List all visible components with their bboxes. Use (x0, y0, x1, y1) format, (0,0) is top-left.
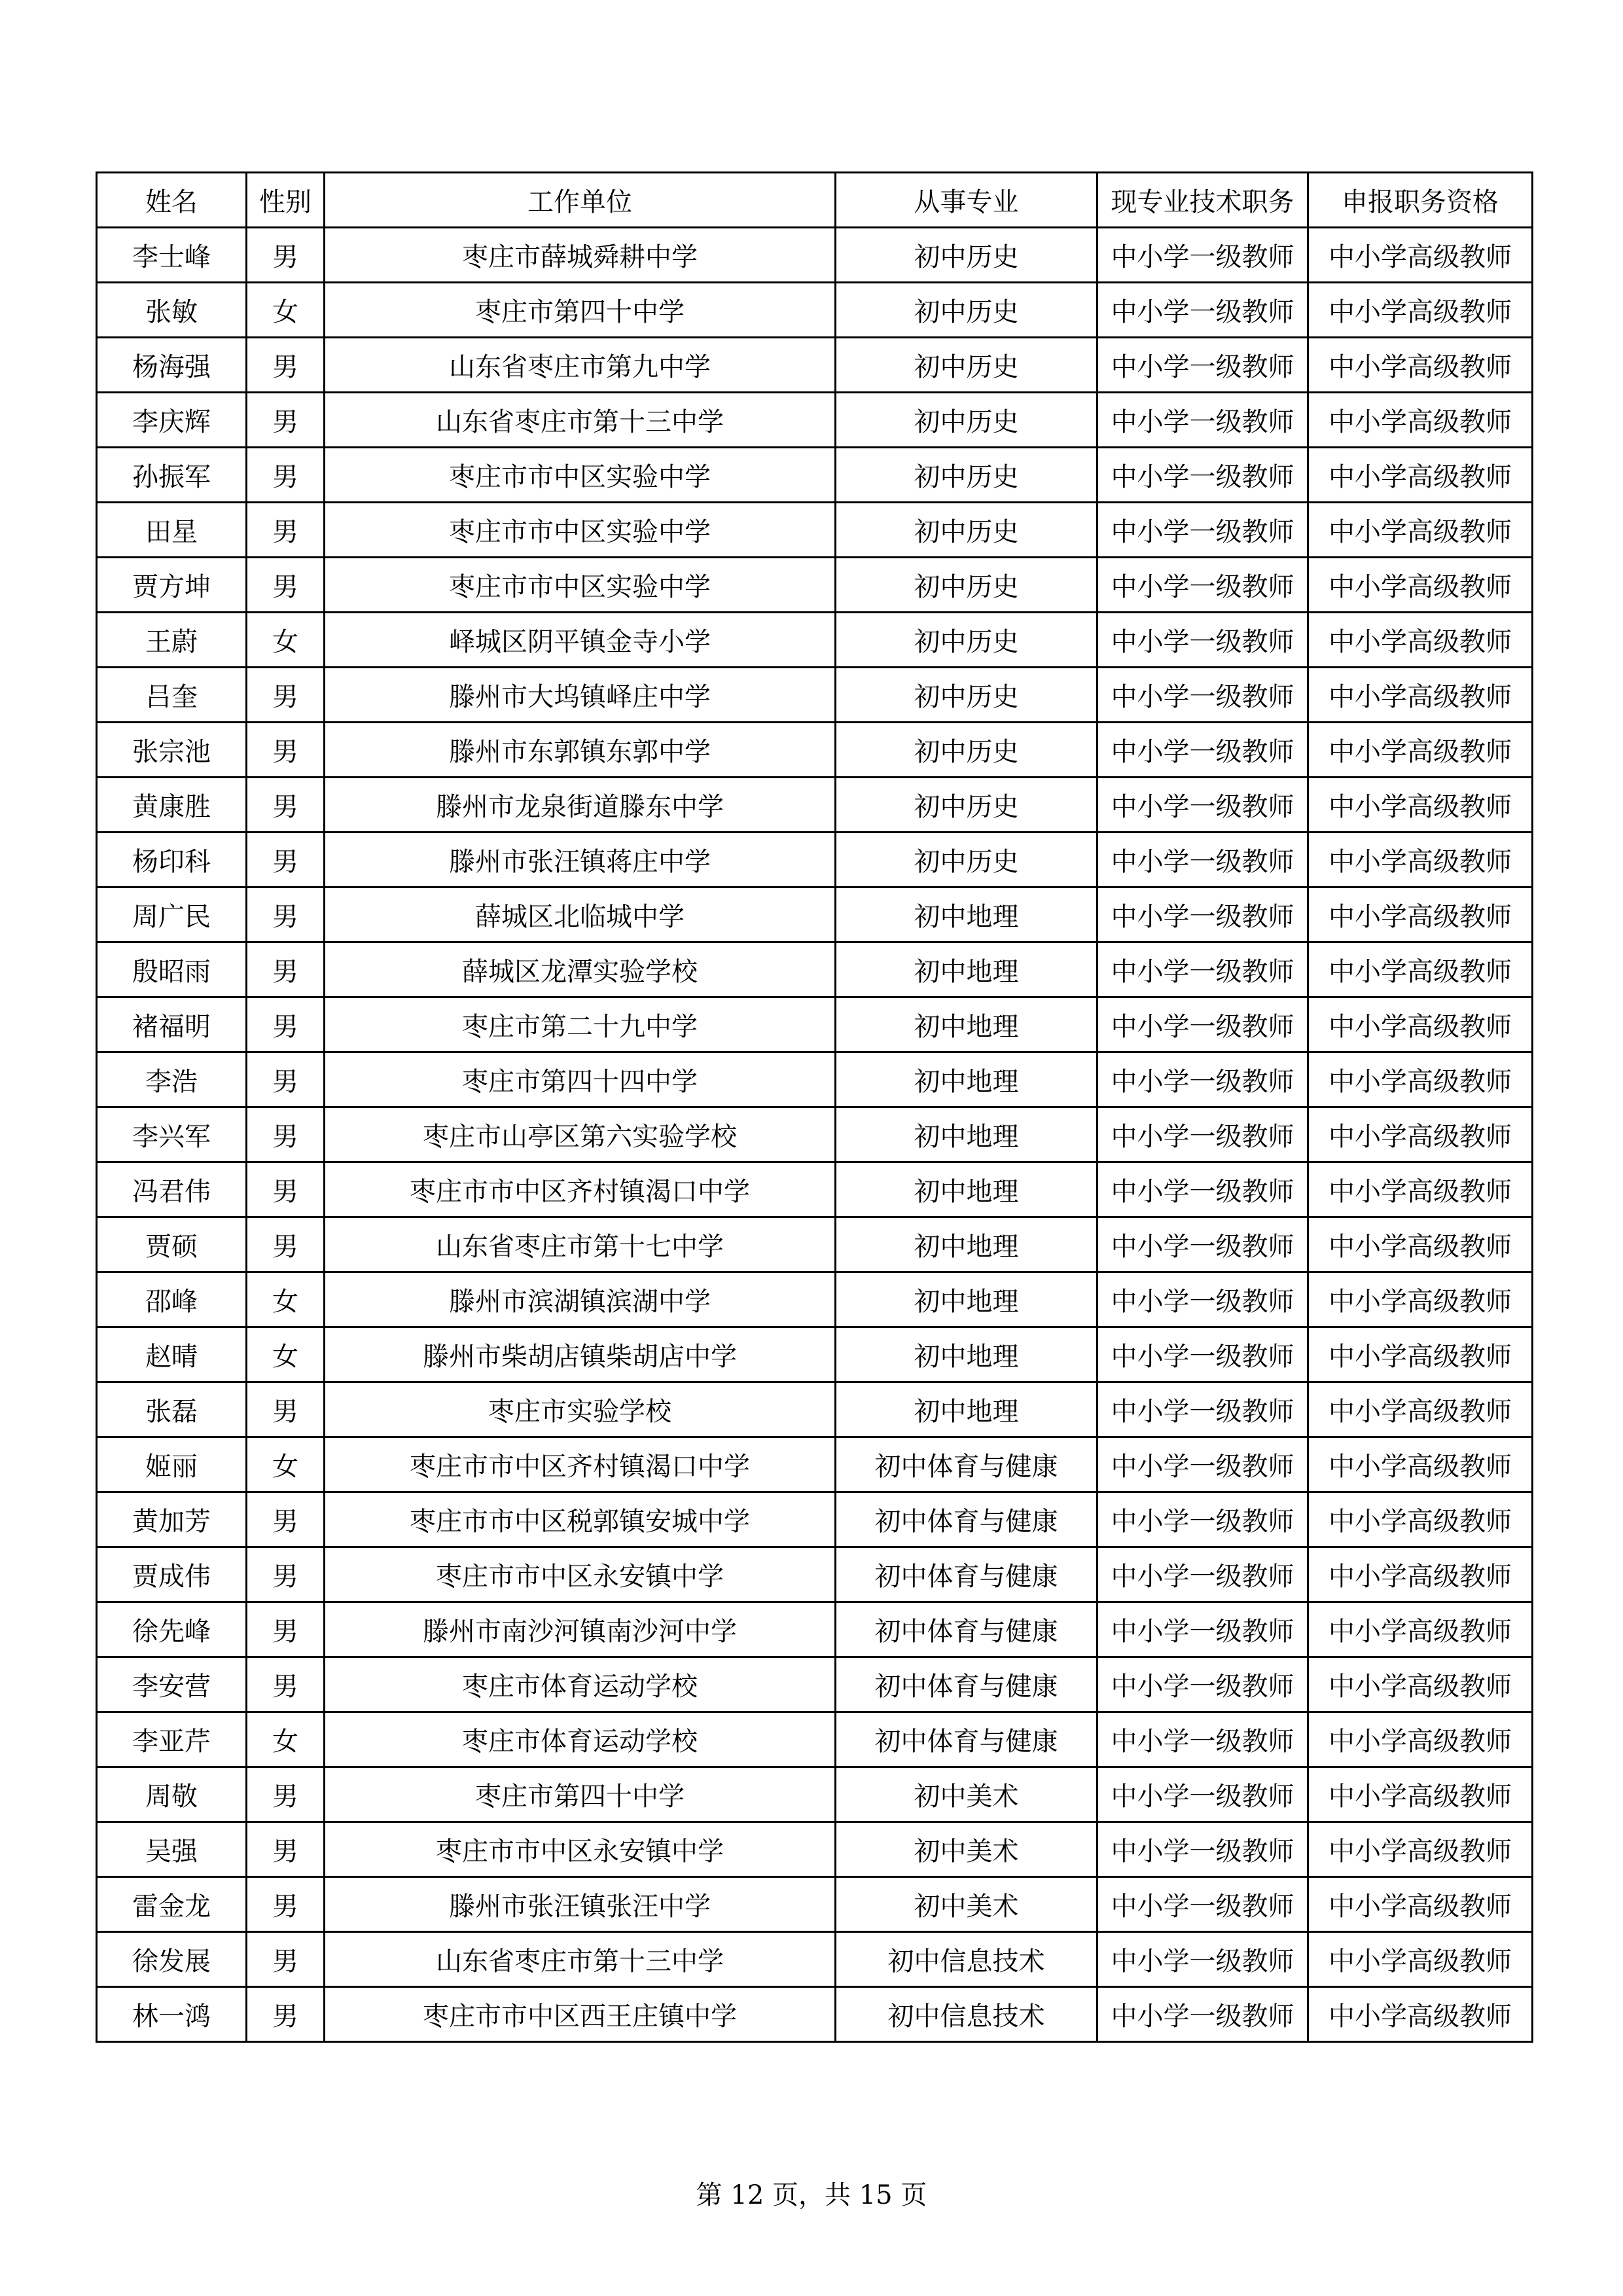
cell-specialty: 初中地理 (836, 1382, 1097, 1437)
table-row (97, 1327, 1533, 1382)
cell-gender: 男 (247, 1877, 325, 1932)
cell-workplace: 枣庄市市中区齐村镇渴口中学 (325, 1437, 836, 1492)
roster-table (96, 171, 1533, 2043)
table-row (97, 558, 1533, 613)
cell-gender: 男 (247, 1767, 325, 1822)
cell-specialty: 初中体育与健康 (836, 1547, 1097, 1602)
table-row (97, 1217, 1533, 1272)
cell-current-title: 中小学一级教师 (1097, 668, 1308, 723)
cell-specialty: 初中信息技术 (836, 1932, 1097, 1987)
cell-gender: 男 (247, 1822, 325, 1877)
cell-specialty: 初中历史 (836, 503, 1097, 558)
cell-gender: 女 (247, 1327, 325, 1382)
cell-workplace: 山东省枣庄市第十三中学 (325, 1932, 836, 1987)
cell-workplace: 枣庄市第四十中学 (325, 1767, 836, 1822)
table-row (97, 723, 1533, 778)
cell-specialty: 初中历史 (836, 558, 1097, 613)
cell-workplace: 枣庄市市中区实验中学 (325, 503, 836, 558)
cell-workplace: 滕州市张汪镇张汪中学 (325, 1877, 836, 1932)
cell-specialty: 初中历史 (836, 283, 1097, 338)
header-gender: 性别 (247, 173, 325, 228)
table-row (97, 997, 1533, 1052)
cell-workplace: 滕州市滨湖镇滨湖中学 (325, 1272, 836, 1327)
table-row (97, 833, 1533, 888)
table-row (97, 503, 1533, 558)
cell-specialty: 初中体育与健康 (836, 1602, 1097, 1657)
cell-current-title: 中小学一级教师 (1097, 448, 1308, 503)
cell-gender: 男 (247, 1217, 325, 1272)
cell-current-title: 中小学一级教师 (1097, 1877, 1308, 1932)
table-row (97, 942, 1533, 997)
header-workplace: 工作单位 (325, 173, 836, 228)
cell-gender: 男 (247, 778, 325, 833)
cell-specialty: 初中历史 (836, 613, 1097, 668)
table-row (97, 338, 1533, 393)
cell-applied-qualification: 中小学高级教师 (1308, 833, 1533, 888)
cell-current-title: 中小学一级教师 (1097, 1327, 1308, 1382)
cell-workplace: 枣庄市市中区永安镇中学 (325, 1822, 836, 1877)
cell-specialty: 初中体育与健康 (836, 1492, 1097, 1547)
cell-specialty: 初中历史 (836, 668, 1097, 723)
cell-name: 张敏 (97, 283, 247, 338)
cell-current-title: 中小学一级教师 (1097, 613, 1308, 668)
cell-gender: 男 (247, 1547, 325, 1602)
cell-gender: 男 (247, 228, 325, 283)
cell-name: 吕奎 (97, 668, 247, 723)
cell-workplace: 枣庄市市中区永安镇中学 (325, 1547, 836, 1602)
cell-specialty: 初中地理 (836, 1052, 1097, 1107)
cell-specialty: 初中历史 (836, 723, 1097, 778)
cell-gender: 女 (247, 1272, 325, 1327)
cell-workplace: 枣庄市市中区齐村镇渴口中学 (325, 1162, 836, 1217)
cell-current-title: 中小学一级教师 (1097, 997, 1308, 1052)
cell-specialty: 初中历史 (836, 448, 1097, 503)
table-row (97, 1492, 1533, 1547)
table-row (97, 1877, 1533, 1932)
cell-applied-qualification: 中小学高级教师 (1308, 997, 1533, 1052)
cell-gender: 男 (247, 942, 325, 997)
cell-name: 褚福明 (97, 997, 247, 1052)
cell-gender: 女 (247, 283, 325, 338)
cell-specialty: 初中历史 (836, 833, 1097, 888)
cell-workplace: 枣庄市市中区实验中学 (325, 558, 836, 613)
cell-gender: 男 (247, 1492, 325, 1547)
cell-gender: 男 (247, 558, 325, 613)
cell-name: 黄加芳 (97, 1492, 247, 1547)
cell-gender: 男 (247, 723, 325, 778)
cell-applied-qualification: 中小学高级教师 (1308, 1272, 1533, 1327)
table-row (97, 1547, 1533, 1602)
cell-specialty: 初中美术 (836, 1877, 1097, 1932)
cell-specialty: 初中地理 (836, 1272, 1097, 1327)
cell-applied-qualification: 中小学高级教师 (1308, 888, 1533, 942)
cell-applied-qualification: 中小学高级教师 (1308, 338, 1533, 393)
cell-current-title: 中小学一级教师 (1097, 1987, 1308, 2042)
cell-current-title: 中小学一级教师 (1097, 1492, 1308, 1547)
cell-applied-qualification: 中小学高级教师 (1308, 283, 1533, 338)
cell-workplace: 滕州市东郭镇东郭中学 (325, 723, 836, 778)
cell-current-title: 中小学一级教师 (1097, 1437, 1308, 1492)
cell-specialty: 初中体育与健康 (836, 1437, 1097, 1492)
cell-name: 姬丽 (97, 1437, 247, 1492)
cell-workplace: 枣庄市市中区实验中学 (325, 448, 836, 503)
cell-applied-qualification: 中小学高级教师 (1308, 1327, 1533, 1382)
cell-current-title: 中小学一级教师 (1097, 1107, 1308, 1162)
cell-gender: 男 (247, 1932, 325, 1987)
cell-name: 徐先峰 (97, 1602, 247, 1657)
cell-current-title: 中小学一级教师 (1097, 228, 1308, 283)
cell-current-title: 中小学一级教师 (1097, 1162, 1308, 1217)
header-applied-qualification: 申报职务资格 (1308, 173, 1533, 228)
cell-name: 邵峰 (97, 1272, 247, 1327)
cell-applied-qualification: 中小学高级教师 (1308, 503, 1533, 558)
cell-gender: 男 (247, 668, 325, 723)
cell-current-title: 中小学一级教师 (1097, 558, 1308, 613)
cell-name: 李士峰 (97, 228, 247, 283)
cell-workplace: 枣庄市第四十四中学 (325, 1052, 836, 1107)
cell-applied-qualification: 中小学高级教师 (1308, 942, 1533, 997)
cell-workplace: 枣庄市第四十中学 (325, 283, 836, 338)
cell-applied-qualification: 中小学高级教师 (1308, 228, 1533, 283)
cell-current-title: 中小学一级教师 (1097, 942, 1308, 997)
cell-specialty: 初中历史 (836, 778, 1097, 833)
cell-applied-qualification: 中小学高级教师 (1308, 778, 1533, 833)
cell-name: 贾成伟 (97, 1547, 247, 1602)
cell-current-title: 中小学一级教师 (1097, 723, 1308, 778)
table-row (97, 1602, 1533, 1657)
roster-body (97, 228, 1533, 2042)
cell-gender: 男 (247, 338, 325, 393)
cell-gender: 女 (247, 613, 325, 668)
cell-workplace: 山东省枣庄市第十三中学 (325, 393, 836, 448)
table-row (97, 778, 1533, 833)
header-specialty: 从事专业 (836, 173, 1097, 228)
cell-current-title: 中小学一级教师 (1097, 338, 1308, 393)
cell-gender: 男 (247, 503, 325, 558)
cell-workplace: 滕州市张汪镇蒋庄中学 (325, 833, 836, 888)
header-row (97, 173, 1533, 228)
cell-workplace: 枣庄市体育运动学校 (325, 1712, 836, 1767)
cell-name: 孙振军 (97, 448, 247, 503)
cell-applied-qualification: 中小学高级教师 (1308, 1602, 1533, 1657)
cell-name: 杨印科 (97, 833, 247, 888)
cell-applied-qualification: 中小学高级教师 (1308, 1382, 1533, 1437)
cell-specialty: 初中历史 (836, 338, 1097, 393)
cell-current-title: 中小学一级教师 (1097, 283, 1308, 338)
cell-name: 周广民 (97, 888, 247, 942)
cell-specialty: 初中历史 (836, 393, 1097, 448)
table-row (97, 668, 1533, 723)
table-row (97, 1272, 1533, 1327)
cell-current-title: 中小学一级教师 (1097, 1657, 1308, 1712)
cell-specialty: 初中美术 (836, 1767, 1097, 1822)
cell-name: 贾硕 (97, 1217, 247, 1272)
cell-current-title: 中小学一级教师 (1097, 1052, 1308, 1107)
cell-workplace: 山东省枣庄市第十七中学 (325, 1217, 836, 1272)
table-row (97, 228, 1533, 283)
cell-name: 吴强 (97, 1822, 247, 1877)
table-row (97, 283, 1533, 338)
cell-workplace: 薛城区龙潭实验学校 (325, 942, 836, 997)
cell-specialty: 初中体育与健康 (836, 1712, 1097, 1767)
cell-name: 张磊 (97, 1382, 247, 1437)
table-row (97, 448, 1533, 503)
table-row (97, 393, 1533, 448)
cell-workplace: 枣庄市山亭区第六实验学校 (325, 1107, 836, 1162)
cell-gender: 男 (247, 1052, 325, 1107)
table-row (97, 1987, 1533, 2042)
cell-gender: 男 (247, 1602, 325, 1657)
cell-specialty: 初中地理 (836, 888, 1097, 942)
cell-workplace: 薛城区北临城中学 (325, 888, 836, 942)
cell-name: 田星 (97, 503, 247, 558)
table-row (97, 1107, 1533, 1162)
cell-name: 杨海强 (97, 338, 247, 393)
cell-specialty: 初中美术 (836, 1822, 1097, 1877)
cell-current-title: 中小学一级教师 (1097, 888, 1308, 942)
cell-specialty: 初中地理 (836, 942, 1097, 997)
table-row (97, 1822, 1533, 1877)
cell-workplace: 峄城区阴平镇金寺小学 (325, 613, 836, 668)
cell-specialty: 初中体育与健康 (836, 1657, 1097, 1712)
cell-gender: 男 (247, 1107, 325, 1162)
cell-applied-qualification: 中小学高级教师 (1308, 448, 1533, 503)
cell-name: 贾方坤 (97, 558, 247, 613)
cell-gender: 男 (247, 833, 325, 888)
table-row (97, 1657, 1533, 1712)
cell-applied-qualification: 中小学高级教师 (1308, 1052, 1533, 1107)
cell-name: 李亚芹 (97, 1712, 247, 1767)
cell-applied-qualification: 中小学高级教师 (1308, 393, 1533, 448)
cell-current-title: 中小学一级教师 (1097, 1602, 1308, 1657)
cell-applied-qualification: 中小学高级教师 (1308, 668, 1533, 723)
cell-applied-qualification: 中小学高级教师 (1308, 1767, 1533, 1822)
table-row (97, 1162, 1533, 1217)
cell-gender: 男 (247, 393, 325, 448)
header-current-title: 现专业技术职务 (1097, 173, 1308, 228)
table-row (97, 1932, 1533, 1987)
cell-gender: 男 (247, 997, 325, 1052)
cell-current-title: 中小学一级教师 (1097, 393, 1308, 448)
cell-specialty: 初中信息技术 (836, 1987, 1097, 2042)
cell-workplace: 滕州市南沙河镇南沙河中学 (325, 1602, 836, 1657)
cell-name: 张宗池 (97, 723, 247, 778)
cell-gender: 男 (247, 1987, 325, 2042)
table-row (97, 1712, 1533, 1767)
cell-current-title: 中小学一级教师 (1097, 503, 1308, 558)
cell-name: 李安营 (97, 1657, 247, 1712)
cell-workplace: 枣庄市实验学校 (325, 1382, 836, 1437)
cell-workplace: 滕州市龙泉街道滕东中学 (325, 778, 836, 833)
cell-current-title: 中小学一级教师 (1097, 1547, 1308, 1602)
cell-applied-qualification: 中小学高级教师 (1308, 1492, 1533, 1547)
cell-gender: 男 (247, 448, 325, 503)
cell-specialty: 初中地理 (836, 1217, 1097, 1272)
cell-name: 雷金龙 (97, 1877, 247, 1932)
cell-name: 徐发展 (97, 1932, 247, 1987)
cell-workplace: 山东省枣庄市第九中学 (325, 338, 836, 393)
page-footer: 第 12 页，共 15 页 (696, 2180, 927, 2210)
cell-current-title: 中小学一级教师 (1097, 1767, 1308, 1822)
cell-workplace: 滕州市柴胡店镇柴胡店中学 (325, 1327, 836, 1382)
cell-specialty: 初中地理 (836, 997, 1097, 1052)
cell-gender: 女 (247, 1437, 325, 1492)
cell-current-title: 中小学一级教师 (1097, 833, 1308, 888)
cell-current-title: 中小学一级教师 (1097, 1822, 1308, 1877)
table-row (97, 1767, 1533, 1822)
cell-workplace: 枣庄市市中区西王庄镇中学 (325, 1987, 836, 2042)
cell-applied-qualification: 中小学高级教师 (1308, 1657, 1533, 1712)
header-name: 姓名 (97, 173, 247, 228)
cell-name: 冯君伟 (97, 1162, 247, 1217)
cell-workplace: 枣庄市体育运动学校 (325, 1657, 836, 1712)
cell-applied-qualification: 中小学高级教师 (1308, 1932, 1533, 1987)
cell-specialty: 初中地理 (836, 1327, 1097, 1382)
cell-current-title: 中小学一级教师 (1097, 778, 1308, 833)
cell-workplace: 滕州市大坞镇峄庄中学 (325, 668, 836, 723)
cell-applied-qualification: 中小学高级教师 (1308, 1712, 1533, 1767)
cell-workplace: 枣庄市第二十九中学 (325, 997, 836, 1052)
cell-name: 王蔚 (97, 613, 247, 668)
cell-name: 黄康胜 (97, 778, 247, 833)
cell-current-title: 中小学一级教师 (1097, 1712, 1308, 1767)
cell-applied-qualification: 中小学高级教师 (1308, 613, 1533, 668)
cell-applied-qualification: 中小学高级教师 (1308, 1437, 1533, 1492)
cell-gender: 男 (247, 888, 325, 942)
cell-gender: 男 (247, 1657, 325, 1712)
cell-applied-qualification: 中小学高级教师 (1308, 1877, 1533, 1932)
cell-specialty: 初中地理 (836, 1107, 1097, 1162)
cell-current-title: 中小学一级教师 (1097, 1382, 1308, 1437)
cell-name: 殷昭雨 (97, 942, 247, 997)
cell-current-title: 中小学一级教师 (1097, 1217, 1308, 1272)
roster-table-container (96, 171, 1533, 2043)
cell-applied-qualification: 中小学高级教师 (1308, 1217, 1533, 1272)
cell-applied-qualification: 中小学高级教师 (1308, 1107, 1533, 1162)
cell-applied-qualification: 中小学高级教师 (1308, 1987, 1533, 2042)
cell-applied-qualification: 中小学高级教师 (1308, 558, 1533, 613)
cell-name: 李庆辉 (97, 393, 247, 448)
table-row (97, 613, 1533, 668)
cell-workplace: 枣庄市市中区税郭镇安城中学 (325, 1492, 836, 1547)
table-row (97, 1052, 1533, 1107)
cell-applied-qualification: 中小学高级教师 (1308, 1822, 1533, 1877)
cell-current-title: 中小学一级教师 (1097, 1932, 1308, 1987)
cell-gender: 男 (247, 1382, 325, 1437)
cell-name: 林一鸿 (97, 1987, 247, 2042)
cell-name: 赵晴 (97, 1327, 247, 1382)
cell-applied-qualification: 中小学高级教师 (1308, 1162, 1533, 1217)
table-row (97, 1437, 1533, 1492)
cell-name: 李浩 (97, 1052, 247, 1107)
cell-specialty: 初中地理 (836, 1162, 1097, 1217)
cell-applied-qualification: 中小学高级教师 (1308, 1547, 1533, 1602)
cell-gender: 女 (247, 1712, 325, 1767)
cell-workplace: 枣庄市薛城舜耕中学 (325, 228, 836, 283)
cell-name: 李兴军 (97, 1107, 247, 1162)
table-row (97, 888, 1533, 942)
cell-current-title: 中小学一级教师 (1097, 1272, 1308, 1327)
table-row (97, 1382, 1533, 1437)
cell-name: 周敬 (97, 1767, 247, 1822)
cell-specialty: 初中历史 (836, 228, 1097, 283)
cell-gender: 男 (247, 1162, 325, 1217)
cell-applied-qualification: 中小学高级教师 (1308, 723, 1533, 778)
